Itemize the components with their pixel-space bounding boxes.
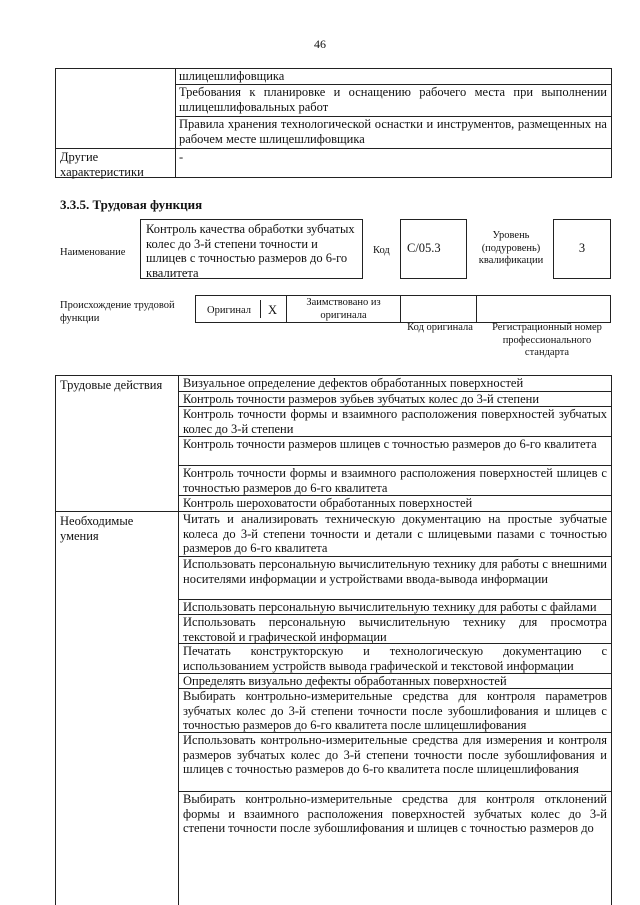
list-item: Использовать персональную вычислительную технику для работы с внешними носителями информации и устройствами ввода-вывода информации <box>183 557 607 586</box>
list-item: Читать и анализировать техническую документацию на простые зубчатые колеса до 3-й степени точности и детали с шлицевыми пазами с точностью размеров до 6-го квалитета <box>183 512 607 555</box>
original-mark: X <box>268 303 278 317</box>
borrowed-label: Заимствовано из оригинала <box>306 297 381 321</box>
list-item: Выбирать контрольно-измерительные средства для контроля отклонений формы и взаимного расположения поверхностей зубчатых колес до 3-й степени точности после зубошлифования и шлицев с точностью размеров до <box>183 792 607 835</box>
list-item: Контроль точности формы и взаимного расположения поверхностей зубчатых колес до 3-й степени <box>183 407 607 436</box>
list-item: Контроль точности размеров зубьев зубчатых колес до 3-й степени <box>183 392 540 406</box>
reg-caption: Регистрационный номер профессионального стандарта <box>492 322 602 358</box>
list-item: Определять визуально дефекты обработанных поверхностей <box>183 674 507 688</box>
list-item: Визуальное определение дефектов обработанных поверхностей <box>183 376 524 390</box>
name-label: Наименование <box>60 247 126 258</box>
list-item: Использовать персональную вычислительную технику для работы с файлами <box>183 600 597 614</box>
code-caption: Код оригинала <box>407 322 473 333</box>
table-row-text: - <box>179 150 184 164</box>
function-name: Контроль качества обработки зубчатых колес до 3-й степени точности и шлицев с точностью размеров до 6-го квалитета <box>146 222 355 280</box>
actions-label: Трудовые действия <box>60 378 163 392</box>
origin-box <box>195 295 611 323</box>
section-title: 3.3.5. Трудовая функция <box>60 197 203 212</box>
skills-label: Необходимые умения <box>60 514 134 543</box>
other-characteristics-label: Другие характеристики <box>60 150 144 179</box>
original-label: Оригинал <box>207 305 251 316</box>
level-label: Уровень (подуровень) квалификации <box>478 230 544 266</box>
function-code: C/05.3 <box>407 241 441 255</box>
table-row-text: Требования к планировке и оснащению рабочего места при выполнении шлицешлифовальных работ <box>179 85 607 114</box>
page-number: 46 <box>314 37 326 51</box>
code-label: Код <box>373 245 390 256</box>
table-row-text: шлицешлифовщика <box>179 69 285 83</box>
list-item: Контроль шероховатости обработанных поверхностей <box>183 496 473 510</box>
origin-label: Происхождение трудовой функции <box>60 300 175 324</box>
table-row-text: Правила хранения технологической оснастки и инструментов, размещенных на рабочем месте шлицешлифовщика <box>179 117 607 146</box>
list-item: Выбирать контрольно-измерительные средства для контроля параметров зубчатых колес до 3-й степени точности после зубошлифования и шлицев с точностью размеров до 6-го квалитета после шлицешлифования <box>183 689 607 732</box>
list-item: Контроль точности размеров шлицев с точностью размеров до 6-го квалитета <box>183 437 597 451</box>
level-value: 3 <box>578 241 586 255</box>
list-item: Использовать контрольно-измерительные средства для измерения и контроля размеров зубчатых колес до 3-й степени точности после зубошлифования и шлицев с точностью размеров до 6-го квалитета после шлицешлифования <box>183 733 607 776</box>
list-item: Печатать конструкторскую и технологическую документацию с использованием устройств вывода графической и текстовой информации <box>183 644 607 673</box>
list-item: Использовать персональную вычислительную технику для просмотра текстовой и графической информации <box>183 615 607 644</box>
list-item: Контроль точности формы и взаимного расположения поверхностей шлицев с точностью размеров до 6-го квалитета <box>183 466 607 495</box>
